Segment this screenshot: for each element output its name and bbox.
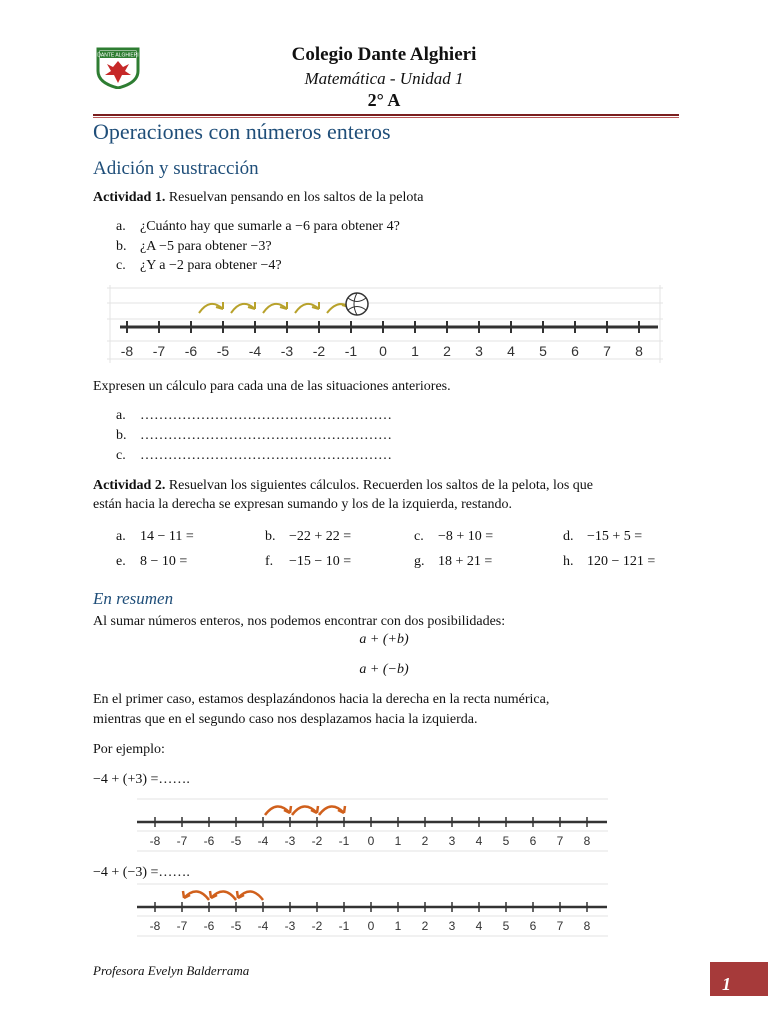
list-item-letter: a. — [116, 219, 126, 234]
list-item-letter: b. — [116, 239, 127, 254]
header-rule — [93, 114, 679, 116]
tick-label: 8 — [635, 343, 643, 359]
tick-label: -5 — [216, 343, 230, 359]
calc-letter: h. — [563, 554, 574, 569]
number-line-2 — [135, 795, 610, 855]
backward-jump-arrows — [183, 891, 263, 900]
calc-letter: g. — [414, 554, 425, 569]
tick-label: 8 — [583, 919, 591, 933]
calc-letter: e. — [116, 554, 126, 569]
tick-label: 1 — [394, 919, 402, 933]
tick-label: 4 — [475, 919, 483, 933]
calc-expression: −22 + 22 = — [289, 529, 352, 544]
tick-label: 2 — [443, 343, 451, 359]
tick-label: -3 — [280, 343, 294, 359]
tick-label: 3 — [475, 343, 483, 359]
tick-label: 2 — [421, 834, 429, 848]
calc-expression: 14 − 11 = — [140, 529, 194, 544]
page-number: 1 — [722, 974, 731, 994]
activity1-label: Actividad 1. — [93, 190, 166, 205]
calc-expression: 120 − 121 = — [587, 554, 656, 569]
activity2-instruction — [93, 477, 593, 495]
tick-label: 0 — [379, 343, 387, 359]
tick-label: 5 — [539, 343, 547, 359]
tick-label: 8 — [583, 834, 591, 848]
calc-letter: a. — [116, 529, 126, 544]
tick-label: 5 — [502, 834, 510, 848]
tick-label: 7 — [556, 919, 564, 933]
jump-arrows — [199, 300, 349, 313]
express-instruction: Expresen un cálculo para cada una de las situaciones anteriores. — [93, 379, 451, 394]
tick-label: 0 — [367, 919, 375, 933]
tick-label: 1 — [394, 834, 402, 848]
tick-label: 4 — [475, 834, 483, 848]
forward-jump-arrows — [265, 806, 345, 815]
page-title: Operaciones con números enteros — [93, 119, 391, 144]
list-item-letter: b. — [116, 428, 127, 443]
activity2-text-line2: están hacia la derecha se expresan sumando y los de la izquierda, restando. — [93, 497, 513, 512]
tick-label: -5 — [230, 919, 242, 933]
list-item: ¿Y a −2 para obtener −4? — [140, 258, 282, 273]
list-item-letter: a. — [116, 408, 126, 423]
answer-blank: ……………………………………………… — [140, 408, 392, 423]
tick-label: 6 — [529, 834, 537, 848]
tick-label: 4 — [507, 343, 515, 359]
number-line-3 — [135, 880, 610, 940]
list-item: ¿Cuánto hay que sumarle a −6 para obtener 4? — [140, 219, 400, 234]
list-item: ¿A −5 para obtener −3? — [140, 239, 272, 254]
tick-label: 0 — [367, 834, 375, 848]
tick-label: -2 — [311, 919, 323, 933]
tick-label: -1 — [338, 919, 350, 933]
tick-label: 2 — [421, 919, 429, 933]
calc-expression: 8 − 10 = — [140, 554, 188, 569]
calc-expression: −15 − 10 = — [289, 554, 352, 569]
activity2-label: Actividad 2. — [93, 478, 166, 493]
tick-label: -7 — [176, 919, 188, 933]
tick-label: 6 — [529, 919, 537, 933]
tick-label: -6 — [184, 343, 198, 359]
tick-label: -8 — [120, 343, 134, 359]
number-line-1 — [105, 283, 665, 365]
footer-author: Profesora Evelyn Balderrama — [93, 963, 250, 978]
subject-unit: Matemática - Unidad 1 — [304, 69, 464, 88]
activity1-text: Resuelvan pensando en los saltos de la pelota — [168, 190, 424, 205]
tick-label: -2 — [312, 343, 326, 359]
tick-label: 3 — [448, 834, 456, 848]
formula-positive: a + (+b) — [359, 632, 409, 647]
svg-text:DANTE ALGHIERI: DANTE ALGHIERI — [97, 52, 139, 59]
tick-label: -2 — [311, 834, 323, 848]
calc-expression: −15 + 5 = — [587, 529, 643, 544]
calc-letter: c. — [414, 529, 424, 544]
answer-blank: ……………………………………………… — [140, 428, 392, 443]
example-label: Por ejemplo: — [93, 742, 165, 757]
tick-label: -6 — [203, 834, 215, 848]
tick-label: -6 — [203, 919, 215, 933]
tick-label: 6 — [571, 343, 579, 359]
formula-negative: a + (−b) — [359, 662, 409, 677]
summary-explain-line1: En el primer caso, estamos desplazándonos hacia la derecha en la recta numérica, — [93, 692, 550, 707]
page-number-badge — [710, 962, 768, 996]
activity2-text-line1: Resuelvan los siguientes cálculos. Recuerden los saltos de la pelota, los que — [168, 478, 594, 493]
tick-label: 5 — [502, 919, 510, 933]
school-name: Colegio Dante Alghieri — [291, 44, 477, 65]
example-addition: −4 + (+3) =……. — [93, 772, 190, 787]
tick-label: -4 — [257, 834, 269, 848]
tick-label: 7 — [556, 834, 564, 848]
list-item-letter: c. — [116, 448, 126, 463]
tick-label: -1 — [338, 834, 350, 848]
tick-label: 7 — [603, 343, 611, 359]
list-item-letter: c. — [116, 258, 126, 273]
summary-explain-line2: mientras que en el segundo caso nos desplazamos hacia la izquierda. — [93, 712, 478, 727]
tick-label: -4 — [257, 919, 269, 933]
tick-label: -8 — [149, 919, 161, 933]
tick-label: 1 — [411, 343, 419, 359]
ball-icon — [346, 293, 368, 315]
answer-blank: ……………………………………………… — [140, 448, 392, 463]
example-subtraction: −4 + (−3) =……. — [93, 865, 190, 880]
summary-intro: Al sumar números enteros, nos podemos encontrar con dos posibilidades: — [93, 614, 506, 629]
header-rule-thin — [93, 117, 679, 118]
calc-letter: b. — [265, 529, 276, 544]
tick-label: 3 — [448, 919, 456, 933]
tick-label: -7 — [152, 343, 166, 359]
tick-label: -5 — [230, 834, 242, 848]
section-title: Adición y sustracción — [93, 158, 259, 179]
calc-expression: 18 + 21 = — [438, 554, 493, 569]
tick-label: -4 — [248, 343, 262, 359]
calc-letter: d. — [563, 529, 574, 544]
activity1-instruction — [93, 189, 424, 207]
tick-label: -7 — [176, 834, 188, 848]
summary-heading: En resumen — [93, 589, 174, 608]
tick-label: -1 — [344, 343, 358, 359]
tick-label: -3 — [284, 919, 296, 933]
tick-label: -8 — [149, 834, 161, 848]
grade: 2° A — [367, 90, 401, 110]
calc-expression: −8 + 10 = — [438, 529, 494, 544]
tick-label: -3 — [284, 834, 296, 848]
calc-letter: f. — [265, 554, 274, 569]
